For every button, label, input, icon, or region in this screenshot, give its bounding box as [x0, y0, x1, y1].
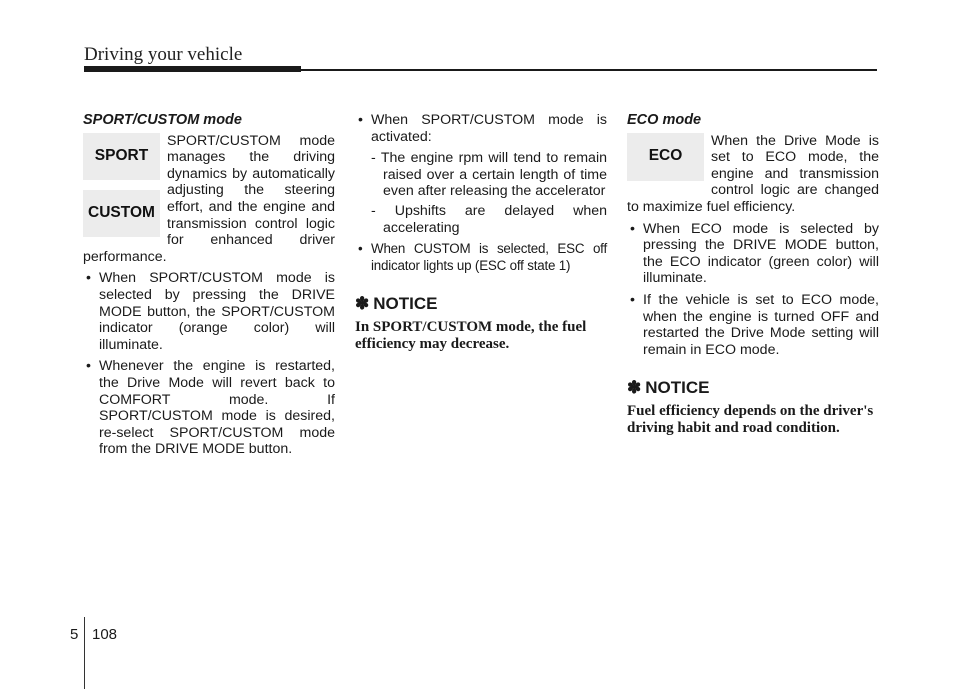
badge-group [627, 133, 705, 191]
section-title-sport-custom: SPORT/CUSTOM mode [83, 112, 242, 128]
custom-mode-indicator-icon: CUSTOM [83, 190, 160, 237]
page-header-title: Driving your vehicle [84, 44, 243, 65]
section-title-eco: ECO mode [627, 112, 702, 128]
column-eco [627, 112, 879, 438]
sport-custom-intro: SPORT/CUSTOM mode manages the driving dynamics by automatically adjusting the steering effort, and the engine and transmission control logic for enhanced driver performance. [83, 132, 335, 265]
list-item: • Whenever the engine is restarted, the Drive Mode will revert back to COMFORT mode. If SPORT/CUSTOM mode is desired, re-select SPORT/CUSTOM mode from the DRIVE MODE button. [83, 358, 335, 458]
badge-group [83, 133, 161, 247]
activated-sub-list [371, 150, 607, 236]
notice-asterisk-icon: ✽ [355, 294, 370, 314]
notice-title: NOTICE [373, 294, 438, 314]
page-number: 108 [92, 626, 118, 643]
bullet-activated-text: When SPORT/CUSTOM mode is activated: [371, 112, 607, 145]
notice-heading [355, 296, 607, 313]
list-item: • When ECO mode is selected by pressing the DRIVE MODE button, the ECO indicator (green color) will illuminate. [627, 221, 879, 287]
sport-mode-indicator-icon: SPORT [83, 133, 160, 180]
eco-bullets [627, 221, 879, 359]
list-item: • When SPORT/CUSTOM mode is selected by pressing the DRIVE MODE button, the SPORT/CUSTOM indicator (orange color) will illuminate. [83, 270, 335, 353]
notice-asterisk-icon: ✽ [627, 378, 642, 398]
header-rule-thick [84, 66, 301, 72]
section-number: 5 [70, 626, 79, 643]
list-item: • If the vehicle is set to ECO mode, when the engine is turned OFF and restarted the Drive Mode setting will remain in ECO mode. [627, 292, 879, 358]
eco-mode-indicator-icon: ECO [627, 133, 704, 181]
list-item [355, 112, 607, 236]
sub-list-item: - Upshifts are delayed when accelerating [371, 202, 607, 236]
activated-bullets [355, 112, 607, 274]
footer-divider [84, 617, 85, 689]
sub-list-item: - The engine rpm will tend to remain raised over a certain length of time even after releasing the accelerator [371, 150, 607, 200]
eco-intro: When the Drive Mode is set to ECO mode, the engine and transmission control logic are changed to maximize fuel efficiency. [627, 132, 879, 215]
notice-heading [627, 380, 879, 397]
notice-title: NOTICE [645, 378, 710, 398]
column-activated [355, 112, 607, 354]
column-sport-custom [83, 112, 335, 458]
notice-text: In SPORT/CUSTOM mode, the fuel efficiency may decrease. [355, 318, 587, 353]
sport-custom-bullets [83, 270, 335, 458]
header-rule-thin [301, 69, 877, 71]
list-item: • When CUSTOM is selected, ESC off indicator lights up (ESC off state 1) [355, 241, 607, 274]
notice-text: Fuel efficiency depends on the driver's driving habit and road condition. [627, 402, 874, 437]
